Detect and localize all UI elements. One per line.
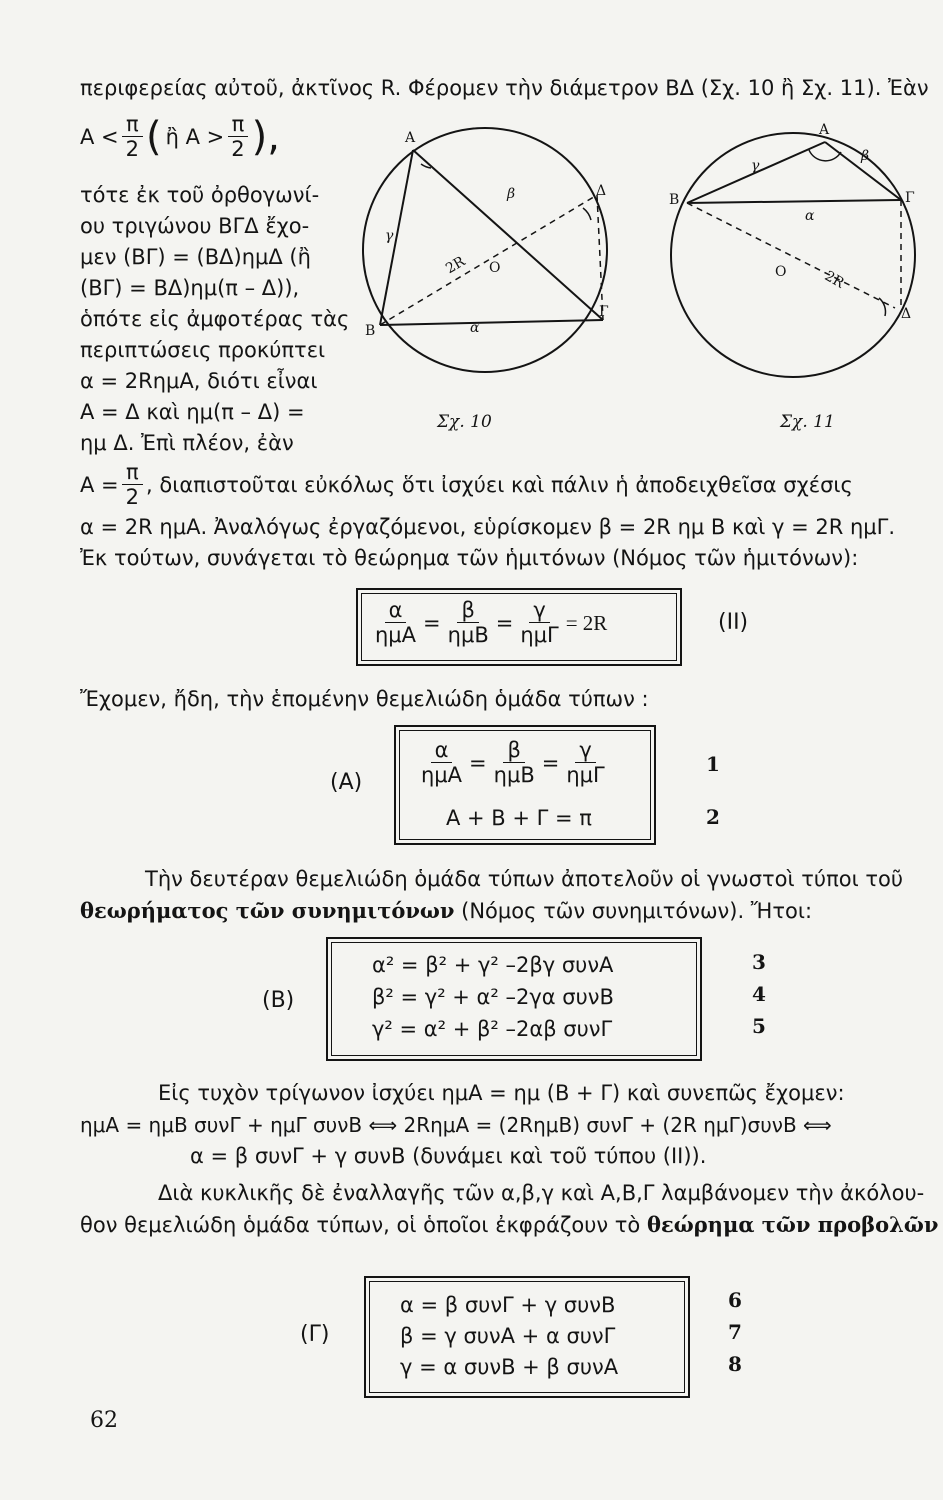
fraction-pi-2 <box>122 112 143 161</box>
group-g-tag: (Γ) <box>300 1322 330 1347</box>
frac-num: β <box>503 738 524 763</box>
condition-angle <box>80 112 280 161</box>
text-line-5: μεν (ΒΓ) = (ΒΔ)ημΔ (ἢ <box>80 245 311 269</box>
fig11-label-beta: β <box>861 148 870 164</box>
cond-or-a-greater: ἢ Α > <box>165 124 225 149</box>
ratio-a <box>371 598 420 647</box>
fig10-side-a <box>380 320 603 325</box>
formula-ii-tag: (ΙΙ) <box>718 610 749 635</box>
frac-den: ημΑ <box>375 623 417 647</box>
frac-num: π <box>228 112 249 137</box>
page-number: 62 <box>90 1408 118 1433</box>
cond-a-less: A < <box>80 124 119 149</box>
text-line-14: Ἐκ τούτων, συνάγεται τὸ θεώρημα τῶν ἡμιτόνων (Νόμος τῶν ἡμιτόνων): <box>80 546 859 570</box>
equation-number-3: 3 <box>752 950 766 974</box>
paren-close: ), <box>251 113 280 160</box>
ratio-b <box>490 738 539 787</box>
frac-den: 2 <box>231 137 245 161</box>
fraction-pi-2-c <box>122 460 143 509</box>
text-line-6: (ΒΓ) = ΒΔ)ημ(π – Δ)), <box>80 276 300 300</box>
fig10-label-gamma: γ <box>385 228 394 244</box>
equals: = <box>495 610 514 635</box>
group-b-row-3: γ² = α² + β² –2αβ συνΓ <box>372 1017 613 1041</box>
text-line-10: Α = Δ καὶ ημ(π – Δ) = <box>80 400 305 424</box>
frac-den: ημΑ <box>421 763 463 787</box>
text-line-17 <box>80 898 812 924</box>
figure-11 <box>655 118 925 388</box>
frac-den: 2 <box>125 485 140 509</box>
condition-right-angle <box>80 460 853 509</box>
fig11-label-a: Α <box>819 122 830 138</box>
text-line-20: α = β συνΓ + γ συνΒ (δυνάμει καὶ τοῦ τύπου (ΙΙ)). <box>190 1144 707 1168</box>
frac-den: ημΓ <box>566 763 605 787</box>
rhs-2r: = 2R <box>565 610 608 635</box>
group-a-row-2: Α + Β + Γ = π <box>446 806 592 830</box>
frac-num: α <box>431 738 453 763</box>
equation-number-1: 1 <box>706 752 720 776</box>
equation-number-6: 6 <box>728 1288 742 1312</box>
text-line-1: περιφερείας αὐτοῦ, ἀκτῖνος R. Φέρομεν τὴν διάμετρον ΒΔ (Σχ. 10 ἢ Σχ. 11). Ἐὰν <box>80 76 929 100</box>
frac-num: π <box>122 460 143 485</box>
group-b-tag: (B) <box>262 988 295 1013</box>
group-a-row-1 <box>414 738 612 787</box>
frac-num: γ <box>529 598 549 623</box>
paren-open: ( <box>146 113 162 160</box>
frac-num: π <box>122 112 143 137</box>
ratio-g <box>516 598 562 647</box>
group-g-row-1: α = β συνΓ + γ συνΒ <box>400 1293 616 1317</box>
text-line-7: ὁπότε εἰς ἀμφοτέρας τὰς <box>80 307 350 331</box>
frac-num: β <box>457 598 478 623</box>
fig11-angle-d <box>879 298 885 316</box>
text-line-4: ου τριγώνου ΒΓΔ ἔχο- <box>80 214 310 238</box>
fig10-label-alpha: α <box>470 320 480 336</box>
fig11-diameter <box>687 203 895 308</box>
text-line-19: ημΑ = ημΒ συνΓ + ημΓ συνΒ ⟺ 2RημΑ = (2RημΒ) συνΓ + (2R ημΓ)συνΒ ⟺ <box>80 1113 832 1137</box>
frac-num: γ <box>575 738 595 763</box>
cond-a-equals: Α = <box>80 472 119 497</box>
figure-10 <box>355 120 615 380</box>
fig10-label-o: Ο <box>489 260 501 276</box>
theorem-name-cosines: θεωρήματος τῶν συνημιτόνων <box>80 898 455 923</box>
fig11-label-gamma: γ <box>751 158 760 174</box>
text-line-22 <box>80 1212 938 1238</box>
text-line-3: τότε ἐκ τοῦ ὀρθογωνί- <box>80 183 320 207</box>
fig10-label-g: Γ <box>599 304 609 320</box>
text-line-16: Τὴν δευτέραν θεμελιώδη ὁμάδα τύπων ἀποτελοῦν οἱ γνωστοὶ τύποι τοῦ <box>145 867 903 891</box>
text-line-15: Ἔχομεν, ἤδη, τὴν ἑπομένην θεμελιώδη ὁμάδα τύπων : <box>80 687 649 711</box>
group-g-row-3: γ = α συνΒ + β συνΑ <box>400 1355 619 1379</box>
text-line-17-rest: (Νόμος τῶν συνημιτόνων). Ἤτοι: <box>454 899 813 923</box>
fig11-label-o: Ο <box>775 264 787 280</box>
fig11-circle <box>671 133 915 377</box>
text-line-8: περιπτώσεις προκύπτει <box>80 338 326 362</box>
fig10-side-b <box>413 150 603 320</box>
frac-den: 2 <box>125 137 140 161</box>
fig11-label-g: Γ <box>905 190 915 206</box>
equals: = <box>469 750 487 775</box>
fig11-label-b: Β <box>669 192 680 208</box>
fraction-pi-2-b <box>227 112 248 161</box>
equation-number-7: 7 <box>728 1320 742 1344</box>
fig10-label-beta: β <box>507 186 516 202</box>
fig11-label-2r: 2R <box>821 268 847 292</box>
theorem-name-projections: θεώρημα τῶν προβολῶν <box>646 1212 939 1237</box>
fig10-label-2r: 2R <box>443 253 468 278</box>
equation-number-2: 2 <box>706 805 720 829</box>
fig11-label-d: Δ <box>901 306 912 322</box>
equals: = <box>423 610 441 635</box>
fig10-label-d: Δ <box>596 183 607 199</box>
text-line-13: α = 2R ημΑ. Ἀναλόγως ἐργαζόμενοι, εὑρίσκομεν β = 2R ημ Β καὶ γ = 2R ημΓ. <box>80 515 896 539</box>
fig11-side-a <box>687 200 901 203</box>
equals: = <box>541 750 560 775</box>
fig10-label-a: Α <box>405 130 416 146</box>
ratio-g <box>562 738 608 787</box>
ratio-a <box>417 738 466 787</box>
text-line-21: Διὰ κυκλικῆς δὲ ἐναλλαγῆς τῶν α,β,γ καὶ Α,Β,Γ λαμβάνομεν τὴν ἀκόλου- <box>158 1181 925 1205</box>
text-line-11: ημ Δ. Ἐπὶ πλέον, ἐὰν <box>80 431 294 455</box>
text-line-22-start: θον θεμελιώδη ὁμάδα τύπων, οἱ ὁποῖοι ἐκφράζουν τὸ <box>80 1213 647 1237</box>
fig10-circle <box>363 128 607 372</box>
fig10-label-b: Β <box>365 323 376 339</box>
frac-den: ημΒ <box>493 763 535 787</box>
ratio-b <box>444 598 493 647</box>
group-b-row-2: β² = γ² + α² –2γα συνΒ <box>372 985 614 1009</box>
figure-10-caption: Σχ. 10 <box>437 412 492 432</box>
group-g-row-2: β = γ συνΑ + α συνΓ <box>400 1324 616 1348</box>
figure-11-caption: Σχ. 11 <box>780 412 835 432</box>
group-a-tag: (A) <box>330 770 363 795</box>
frac-den: ημΒ <box>447 623 489 647</box>
fig11-label-alpha: α <box>805 208 815 224</box>
group-b-row-1: α² = β² + γ² –2βγ συνΑ <box>372 953 614 977</box>
text-line-9: α = 2RημΑ, διότι εἶναι <box>80 369 318 393</box>
equation-number-4: 4 <box>752 982 766 1006</box>
frac-den: ημΓ <box>520 623 559 647</box>
fig10-angle-d <box>583 208 591 220</box>
formula-ii <box>368 598 607 647</box>
text-line-12: , διαπιστοῦται εὐκόλως ὅτι ἰσχύει καὶ πάλιν ἡ ἀποδειχθεῖσα σχέσις <box>146 472 853 497</box>
text-line-18: Εἰς τυχὸν τρίγωνον ἰσχύει ημΑ = ημ (Β + Γ) καὶ συνεπῶς ἔχομεν: <box>158 1081 845 1105</box>
equation-number-8: 8 <box>728 1352 742 1376</box>
frac-num: α <box>385 598 407 623</box>
equation-number-5: 5 <box>752 1014 766 1038</box>
